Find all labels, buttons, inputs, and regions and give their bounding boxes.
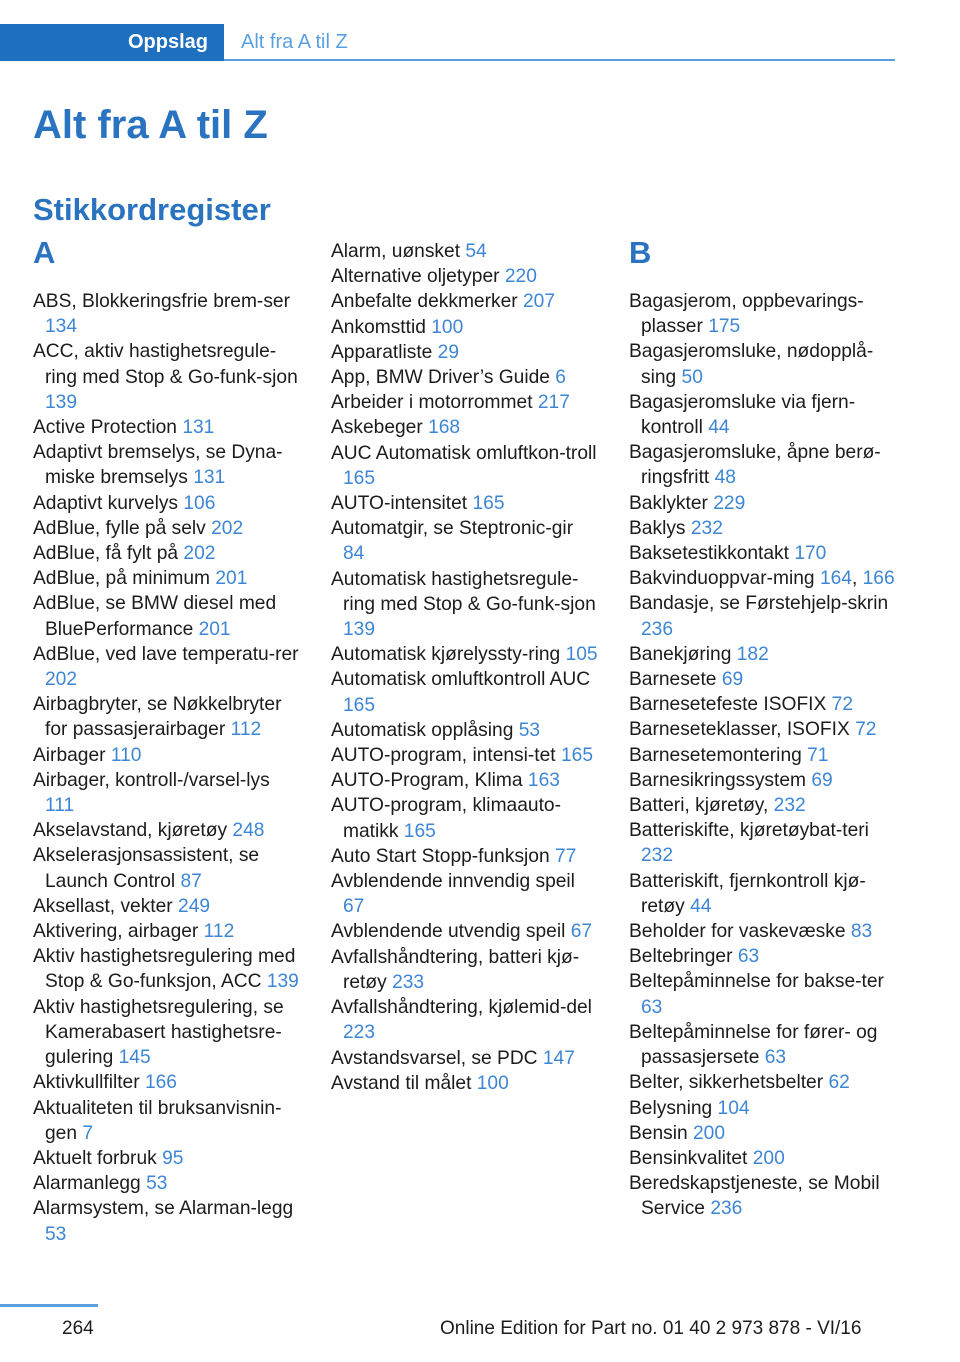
page-reference-link[interactable]: 202 [183, 543, 216, 565]
page-reference-link[interactable]: 207 [522, 291, 555, 313]
index-entry [33, 415, 301, 440]
page-reference-link[interactable]: 77 [555, 845, 577, 867]
index-entry-term: Beredskapstjeneste, se Mobil Service [629, 1173, 880, 1220]
index-entry-term: Auto Start Stopp-funksjon [331, 845, 550, 867]
page-reference-link[interactable]: 166 [144, 1072, 177, 1094]
page-reference-link[interactable]: 67 [343, 896, 365, 918]
index-entry [629, 919, 897, 944]
index-column-2 [331, 239, 599, 1096]
index-entry [33, 919, 301, 944]
section-tab-label: Oppslag [127, 31, 208, 53]
page-reference-link[interactable]: 44 [690, 895, 712, 917]
index-entry-term: Aktuelt forbruk [33, 1147, 157, 1169]
index-entry [629, 969, 897, 1019]
index-entry-term: Avfallshåndtering, batteri kjø-retøy [331, 946, 580, 993]
index-entry-term: Baksetestikkontakt [629, 543, 789, 565]
index-entry-term: Batteriskifte, kjøretøybat-teri [629, 820, 869, 842]
edition-text: Online Edition for Part no. 01 40 2 973 878 - VI/16 [440, 1318, 862, 1339]
page-reference-link[interactable]: 164 [819, 568, 852, 590]
index-entry-term: AUTO-program, intensi-tet [331, 745, 556, 767]
index-entry [629, 289, 897, 339]
index-entry-term: Automatisk opplåsing [331, 719, 514, 741]
page-reference-link[interactable]: 220 [504, 266, 537, 288]
page-reference-link[interactable]: 54 [465, 241, 487, 262]
header-rule [224, 59, 895, 61]
index-entry-term: Beltepåminnelse for fører- og passasjersete [629, 1021, 878, 1069]
page-reference-link[interactable]: 163 [527, 770, 560, 792]
index-entry [331, 441, 599, 491]
index-entry [33, 516, 301, 541]
page-reference-link[interactable]: 100 [476, 1072, 509, 1094]
page-reference-link[interactable]: 232 [641, 845, 674, 867]
page-reference-link[interactable]: 104 [717, 1097, 750, 1119]
index-entry-term: Automatisk omluftkontroll AUC [331, 669, 591, 691]
index-entry-term: Bagasjerom, oppbevarings-plasser [629, 291, 864, 338]
page-reference-link[interactable]: 106 [183, 492, 216, 514]
index-entry [331, 516, 599, 566]
index-entry-term: Ankomsttid [331, 316, 426, 338]
page-reference-link[interactable]: 72 [831, 694, 853, 716]
index-entry [629, 440, 897, 490]
index-entry-term: AdBlue, få fylt på [33, 543, 179, 565]
page-reference-link[interactable]: 134 [45, 316, 78, 338]
page-reference-link[interactable]: 182 [736, 643, 769, 665]
page-reference-link[interactable]: 112 [203, 921, 235, 943]
index-column-1 [33, 235, 301, 1247]
index-entry-term: Barnesetefeste ISOFIX [629, 694, 827, 716]
page-reference-link[interactable]: 83 [850, 921, 873, 943]
index-entry-term: Beltepåminnelse for bakse-ter [629, 971, 884, 993]
index-entry-term: AUTO-intensitet [331, 493, 468, 515]
index-entry [629, 818, 897, 868]
chapter-tab[interactable]: Alt fra A til Z [241, 31, 348, 53]
page-reference-link[interactable]: 71 [807, 744, 829, 766]
index-entry [629, 1070, 897, 1095]
index-entry-term: Alarmanlegg [33, 1173, 141, 1195]
index-entry [33, 591, 301, 641]
page-reference-link[interactable]: 69 [721, 669, 744, 691]
index-entry-term: Adaptivt bremselys, se Dyna-miske bremselys [33, 442, 283, 489]
page-reference-link[interactable]: 63 [764, 1047, 787, 1069]
index-entry [629, 390, 897, 440]
page-reference-link[interactable]: 62 [828, 1072, 850, 1094]
index-entry-term: Batteri, kjøretøy, [629, 795, 769, 817]
index-entry [629, 1020, 897, 1070]
page-number: 264 [62, 1318, 94, 1339]
running-header [0, 0, 895, 60]
page-reference-link[interactable]: 236 [710, 1198, 743, 1220]
index-entry [331, 315, 599, 340]
page-reference-link[interactable]: 50 [681, 366, 703, 388]
index-entry-term: Belysning [629, 1097, 713, 1119]
index-entry-term: Beholder for vaskevæske [629, 921, 846, 943]
index-letter-heading: B [629, 235, 652, 270]
page-reference-link[interactable]: 200 [752, 1147, 785, 1169]
index-entry [629, 1096, 897, 1121]
page-reference-link[interactable]: 53 [45, 1223, 67, 1245]
index-entry-term: AUTO-program, klimaauto-matikk [331, 795, 561, 842]
index-entry [331, 793, 599, 843]
index-entry [629, 692, 897, 717]
page-reference-link[interactable]: 232 [690, 517, 723, 539]
page-reference-link[interactable]: 223 [343, 1022, 376, 1044]
index-entry [629, 944, 897, 969]
index-entry [629, 743, 897, 768]
index-entry-term: Beltebringer [629, 946, 733, 968]
page-reference-link[interactable]: 236 [641, 618, 674, 640]
index-entry [331, 844, 599, 869]
index-entry-term: Alarm, uønsket [331, 241, 461, 262]
index-entry [33, 1096, 301, 1146]
index-entry-term: App, BMW Driver’s Guide [331, 367, 550, 389]
index-entry [33, 743, 301, 768]
index-entry-term: Adaptivt kurvelys [33, 492, 179, 514]
page-reference-link[interactable]: 165 [343, 467, 376, 489]
index-entry [331, 945, 599, 995]
page-reference-link[interactable]: 139 [266, 971, 299, 993]
section-title: Stikkordregister [33, 192, 271, 227]
page-reference-link[interactable]: 6 [555, 367, 566, 389]
index-entry-term: Bensin [629, 1122, 688, 1144]
index-entry [33, 818, 301, 843]
index-entry [629, 1171, 897, 1221]
index-entry [331, 718, 599, 743]
index-entry-term: Bagasjeromsluke via fjern-kontroll [629, 391, 856, 439]
index-entry [33, 541, 301, 566]
page-reference-link[interactable]: 200 [693, 1122, 726, 1144]
index-entry [331, 642, 599, 667]
index-entry-term: Bandasje, se Førstehjelp-skrin [629, 593, 889, 615]
index-entry-term: Avstandsvarsel, se PDC [331, 1047, 538, 1069]
section-tab[interactable] [0, 24, 224, 61]
page-reference-link[interactable]: 131 [193, 467, 226, 489]
index-entry-term: Akselavstand, kjøretøy [33, 820, 228, 842]
index-entry-term: AdBlue, ved lave temperatu-rer [33, 643, 299, 665]
page-reference-link[interactable]: 29 [437, 341, 460, 363]
index-entry [331, 390, 599, 415]
index-entry [629, 768, 897, 793]
index-entry [331, 415, 599, 440]
index-entry-term: Aktualiteten til bruksanvisnin-gen [33, 1097, 282, 1144]
index-entry-term: Askebeger [331, 417, 423, 439]
index-entry-term: Automatgir, se Steptronic-gir [331, 518, 574, 540]
page-reference-link[interactable]: 232 [773, 795, 806, 817]
index-column-3 [629, 235, 897, 1222]
index-entry-term: Belter, sikkerhetsbelter [629, 1072, 824, 1094]
page-reference-link[interactable]: 139 [45, 391, 78, 413]
index-entry [33, 1146, 301, 1171]
index-entry [33, 843, 301, 893]
page-reference-link[interactable]: 72 [855, 719, 877, 741]
index-letter-heading: A [33, 235, 56, 270]
index-entry [33, 944, 301, 994]
index-entry [629, 591, 897, 641]
page-reference-link[interactable]: 112 [230, 719, 262, 741]
index-entry [33, 491, 301, 516]
index-entry-term: Aktivkullfilter [33, 1072, 140, 1094]
index-entry [629, 516, 897, 541]
page-reference-link[interactable]: 201 [215, 568, 248, 590]
index-entry-term: ABS, Blokkeringsfrie brem-ser [33, 291, 290, 312]
index-entry [629, 667, 897, 692]
page-reference-link[interactable]: 168 [428, 417, 461, 439]
page-reference-link[interactable]: 63 [641, 996, 663, 1018]
page-reference-link[interactable]: 201 [198, 618, 231, 640]
index-entry-term: Automatisk kjørelyssty-ring [331, 644, 561, 666]
index-entry [33, 768, 301, 818]
index-entry-term: Barnesetemontering [629, 744, 802, 766]
index-entry [331, 919, 599, 944]
page-reference-link[interactable]: 165 [560, 745, 593, 767]
index-entry-term: Apparatliste [331, 341, 433, 363]
index-entry-term: Avstand til målet [331, 1072, 472, 1094]
footer-rule [0, 1304, 98, 1307]
index-entry-term: Baklys [629, 517, 686, 539]
page-reference-link[interactable]: 139 [343, 619, 376, 641]
index-entry-term: Aktiv hastighetsregulering, se Kamerabasert hastighetsre-gulering [33, 996, 284, 1069]
index-entry [331, 239, 599, 264]
index-entry [33, 1196, 301, 1246]
index-entry-term: Banekjøring [629, 643, 732, 665]
index-entry [331, 743, 599, 768]
index-entry-term: Airbagbryter, se Nøkkelbryter for passasjerairbager [33, 694, 282, 741]
page-reference-link[interactable]: 131 [182, 417, 215, 439]
index-entry-term: Bagasjeromsluke, nødopplå-sing [629, 341, 874, 388]
index-entry-term: ACC, aktiv hastighetsregule-ring med Stop & Go-funk-sjon [33, 341, 298, 388]
page-reference-link[interactable]: 147 [542, 1047, 575, 1069]
page-reference-link[interactable]: 105 [565, 644, 598, 666]
index-entry-term: Airbager, kontroll-/varsel-lys [33, 769, 270, 791]
page-reference-link[interactable]: 166 [862, 568, 895, 590]
index-entry-term: Anbefalte dekkmerker [331, 291, 518, 313]
index-entry-term: AdBlue, se BMW diesel med BluePerformance [33, 593, 277, 640]
page-reference-link[interactable]: 202 [211, 517, 244, 539]
index-entry [33, 692, 301, 742]
index-entry [629, 491, 897, 516]
page-reference-link[interactable]: 165 [343, 694, 376, 716]
index-entry [33, 440, 301, 490]
index-entry-term: Bagasjeromsluke, åpne berø-ringsfritt [629, 442, 881, 489]
index-entry-term: Avblendende innvendig speil [331, 871, 575, 893]
index-entry-term: Aksellast, vekter [33, 895, 173, 917]
index-entry [331, 567, 599, 643]
index-entry [331, 667, 599, 717]
index-entry-term: Bensinkvalitet [629, 1147, 748, 1169]
index-entry-term: Avblendende utvendig speil [331, 921, 566, 943]
index-entry [331, 264, 599, 289]
index-entry-term: AUTO-Program, Klima [331, 770, 523, 792]
index-entry-term: AdBlue, fylle på selv [33, 517, 206, 539]
index-entry-term: Baklykter [629, 492, 708, 514]
page-reference-link[interactable]: 111 [45, 795, 75, 817]
index-entry-term: Batteriskift, fjernkontroll kjø-retøy [629, 870, 866, 917]
index-entry [629, 339, 897, 389]
page-reference-link[interactable]: 48 [714, 467, 736, 489]
page-reference-link[interactable]: 53 [518, 719, 541, 741]
index-entry [33, 1070, 301, 1095]
index-entry [33, 894, 301, 919]
page-reference-link[interactable]: 63 [737, 946, 760, 968]
index-entry [629, 869, 897, 919]
index-entry: Bakvinduoppvar-ming 164, 166 [629, 568, 895, 590]
index-entry [33, 995, 301, 1071]
page-title: Alt fra A til Z [33, 103, 268, 147]
index-entry [629, 717, 897, 742]
index-entry-term: Akselerasjonsassistent, se Launch Control [33, 845, 260, 892]
index-entry-term: AdBlue, på minimum [33, 568, 211, 590]
index-entry [33, 642, 301, 692]
page-reference-link[interactable]: 202 [45, 669, 78, 691]
index-entry-term: Active Protection [33, 417, 177, 439]
page-reference-link[interactable]: 67 [570, 921, 593, 943]
index-entry-term: Arbeider i motorrommet [331, 392, 533, 414]
page-reference-link[interactable]: 95 [162, 1147, 184, 1169]
index-entry [629, 541, 897, 566]
index-entry-term: Barnesikringssystem [629, 769, 807, 791]
index-entry-term: Bakvinduoppvar-ming [629, 568, 815, 590]
index-entry-term: Airbager [33, 744, 106, 766]
page-reference-link[interactable]: 145 [118, 1047, 151, 1069]
index-entry [331, 995, 599, 1045]
index-entry [629, 1121, 897, 1146]
page-reference-link[interactable]: 69 [811, 769, 833, 791]
index-entry [33, 289, 301, 339]
index-entry [331, 768, 599, 793]
index-entry [33, 1171, 301, 1196]
index-entry [331, 365, 599, 390]
index-entry [629, 642, 897, 667]
index-entry-term: Alternative oljetyper [331, 266, 500, 288]
index-entry [331, 491, 599, 516]
index-entry [629, 1146, 897, 1171]
page-reference-link[interactable]: 217 [537, 392, 570, 414]
page-reference-link[interactable]: 7 [82, 1122, 94, 1144]
page-reference-link[interactable]: 229 [713, 492, 746, 514]
index-entry [33, 566, 301, 591]
index-entry [629, 793, 897, 818]
page-reference-link[interactable]: 165 [403, 820, 436, 842]
index-entry [331, 289, 599, 314]
index-entry-term: Barnesete [629, 669, 717, 691]
index-entry-term: Barneseteklasser, ISOFIX [629, 719, 850, 741]
page-reference-link[interactable]: 165 [472, 493, 505, 515]
index-entry-term: Avfallshåndtering, kjølemid-del [331, 997, 592, 1019]
page-reference-link[interactable]: 110 [110, 744, 142, 766]
index-entry-term: Aktiv hastighetsregulering med Stop & Go-funksjon, ACC [33, 946, 296, 993]
index-entry [331, 340, 599, 365]
page-reference-link[interactable]: 233 [392, 971, 425, 993]
index-entry-term: Automatisk hastighetsregule-ring med Stop & Go-funk-sjon [331, 568, 596, 615]
page-reference-link[interactable]: 170 [794, 543, 827, 565]
page-reference-link[interactable]: 84 [343, 543, 365, 565]
index-entry [33, 339, 301, 415]
index-entry-term: AUC Automatisk omluftkon-troll [331, 442, 597, 464]
page-reference-link[interactable]: 175 [708, 316, 741, 338]
page-reference-link[interactable]: 53 [146, 1173, 168, 1195]
page-reference-link[interactable]: 100 [431, 316, 464, 338]
index-entry [331, 1046, 599, 1071]
index-entry [331, 869, 599, 919]
page-reference-link[interactable]: 87 [180, 870, 202, 892]
index-entry-term: Alarmsystem, se Alarman-legg [33, 1198, 294, 1220]
index-entry [331, 1071, 599, 1096]
page-reference-link[interactable]: 44 [708, 417, 730, 439]
page-reference-link[interactable]: 249 [178, 895, 211, 917]
index-entry-term: Aktivering, airbager [33, 921, 199, 943]
page-reference-link[interactable]: 248 [232, 820, 265, 842]
